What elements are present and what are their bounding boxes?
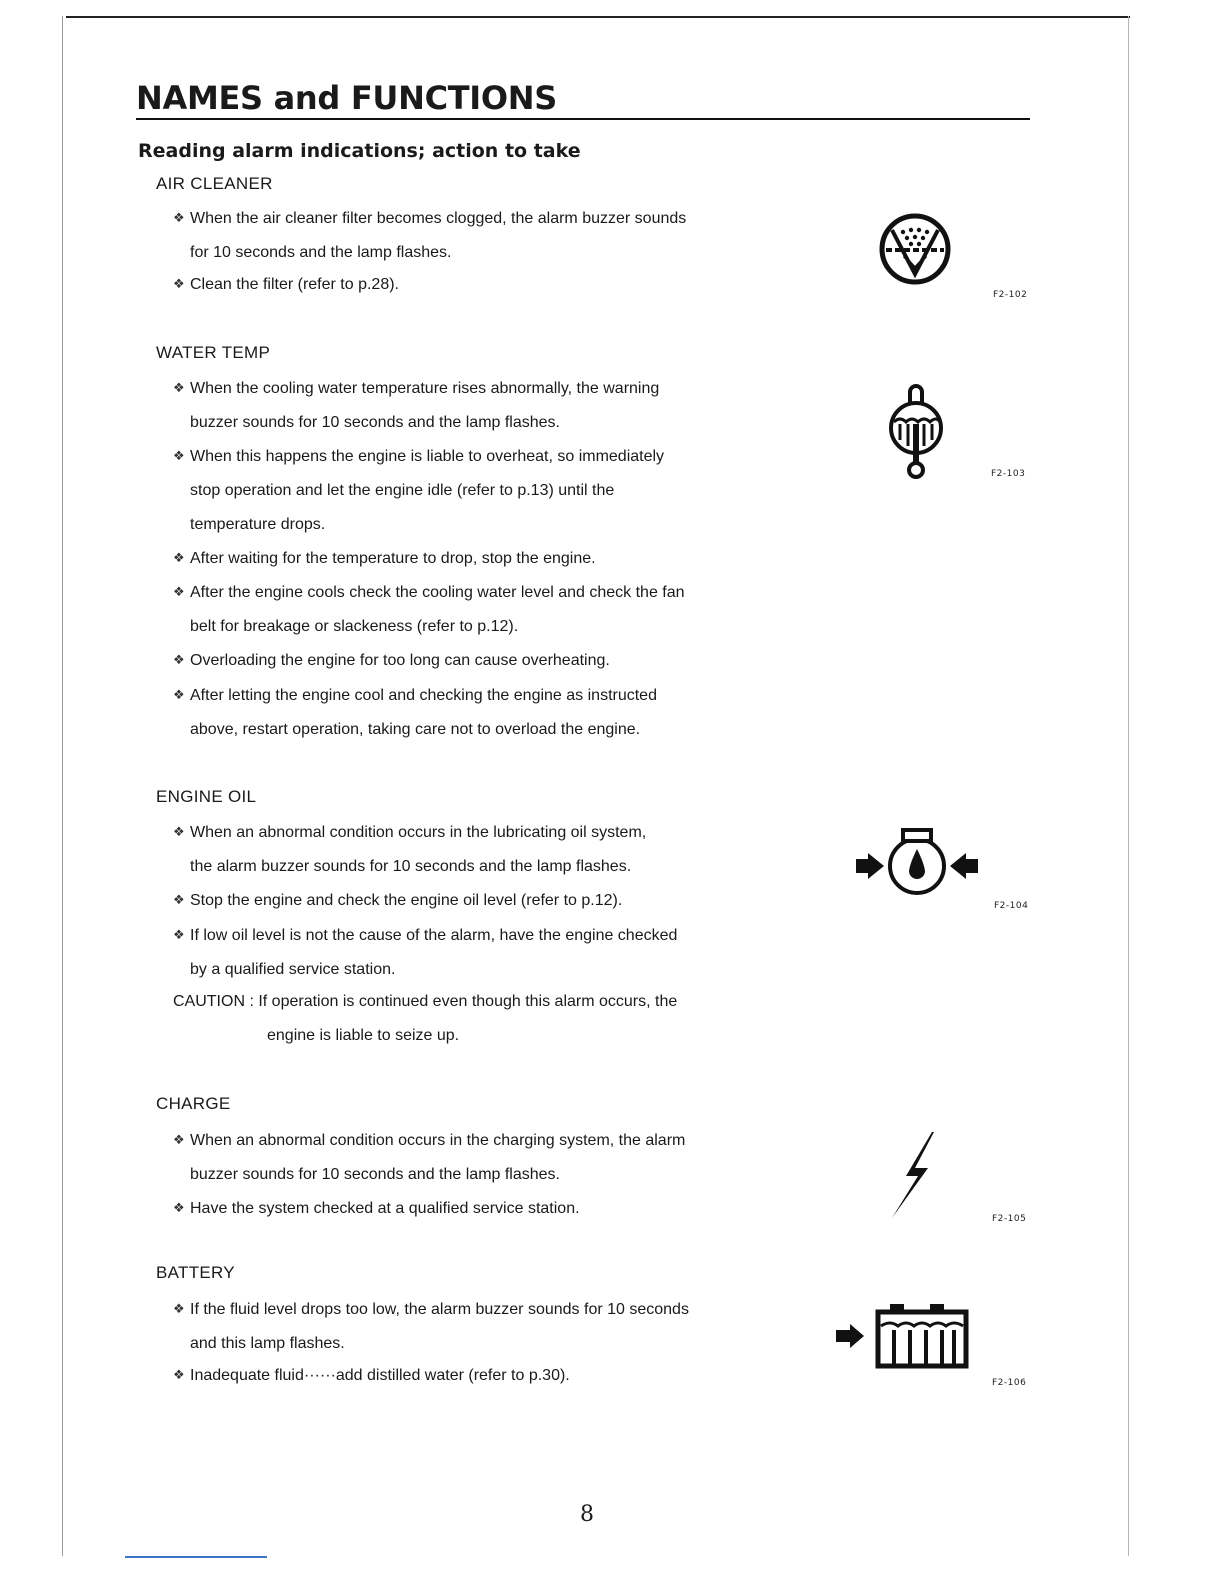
bullet-mark: ❖ [173,1200,185,1215]
list-item: ❖ When an abnormal condition occurs in the charging system, the alarm buzzer sounds for 10 seconds and the lamp flashes. [173,1123,739,1192]
list-item: ❖ When this happens the engine is liable to overheat, so immediately stop operation and let the engine idle (refer to p.13) until the temperature drops. [173,439,739,542]
list-item: ❖ After the engine cools check the cooling water level and check the fan belt for breakage or slackeness (refer to p.12). [173,575,739,644]
list-item: ❖ If low oil level is not the cause of the alarm, have the engine checked by a qualified service station. [173,918,739,987]
caution-label: CAUTION : [173,993,254,1010]
bullet-mark: ❖ [173,652,185,667]
figure-label: F2-106 [992,1378,1027,1388]
air-cleaner-heading: AIR CLEANER [156,174,273,193]
bullet-mark: ❖ [173,210,185,225]
bullet-mark: ❖ [173,1367,185,1382]
page-title: NAMES and FUNCTIONS [136,78,1030,120]
bullet-mark: ❖ [173,927,185,942]
list-item: ❖ When the air cleaner filter becomes clogged, the alarm buzzer sounds for 10 seconds and the lamp flashes. [173,201,739,270]
charge-heading: CHARGE [156,1094,231,1113]
list-item: ❖ When an abnormal condition occurs in the lubricating oil system, the alarm buzzer sounds for 10 seconds and the lamp flashes. [173,815,739,884]
oil-pressure-icon [854,825,980,897]
caution-note: CAUTION : If operation is continued even though this alarm occurs, the engine is liable to seize up. [173,993,678,1044]
list-item: ❖ After waiting for the temperature to drop, stop the engine. [173,541,739,576]
list-item: ❖ When the cooling water temperature rises abnormally, the warning buzzer sounds for 10 seconds and the lamp flashes. [173,371,739,440]
bullet-mark: ❖ [173,687,185,702]
list-item: ❖ Have the system checked at a qualified service station. [173,1191,739,1226]
bullet-mark: ❖ [173,1132,185,1147]
air-filter-icon [878,212,952,286]
top-rule [66,16,1130,18]
battery-fluid-icon [834,1302,970,1370]
water-temp-heading: WATER TEMP [156,343,271,362]
page-number: 8 [580,1502,594,1527]
figure-label: F2-104 [994,901,1029,911]
figure-label: F2-102 [993,290,1028,300]
figure-label: F2-105 [992,1214,1027,1224]
list-item: ❖ Stop the engine and check the engine oil level (refer to p.12). [173,883,739,918]
lightning-bolt-icon [888,1130,938,1220]
bullet-mark: ❖ [173,448,185,463]
list-item: ❖ After letting the engine cool and checking the engine as instructed above, restart operation, taking care not to overload the engine. [173,678,739,747]
bullet-mark: ❖ [173,1301,185,1316]
bullet-mark: ❖ [173,584,185,599]
left-margin-line [62,16,63,1556]
bottom-accent-line [125,1556,267,1558]
figure-label: F2-103 [991,469,1026,479]
right-margin-line [1128,16,1129,1556]
list-item: ❖ If the fluid level drops too low, the alarm buzzer sounds for 10 seconds and this lamp flashes. [173,1292,739,1361]
bullet-mark: ❖ [173,380,185,395]
section-subtitle: Reading alarm indications; action to take [138,140,581,162]
bullet-mark: ❖ [173,276,185,291]
bullet-mark: ❖ [173,892,185,907]
list-item: ❖ Inadequate fluid······add distilled water (refer to p.30). [173,1358,739,1393]
list-item: ❖ Clean the filter (refer to p.28). [173,267,739,302]
battery-heading: BATTERY [156,1263,235,1282]
thermometer-icon [884,382,948,482]
bullet-mark: ❖ [173,550,185,565]
bullet-mark: ❖ [173,824,185,839]
list-item: ❖ Overloading the engine for too long can cause overheating. [173,643,739,678]
engine-oil-heading: ENGINE OIL [156,787,257,806]
